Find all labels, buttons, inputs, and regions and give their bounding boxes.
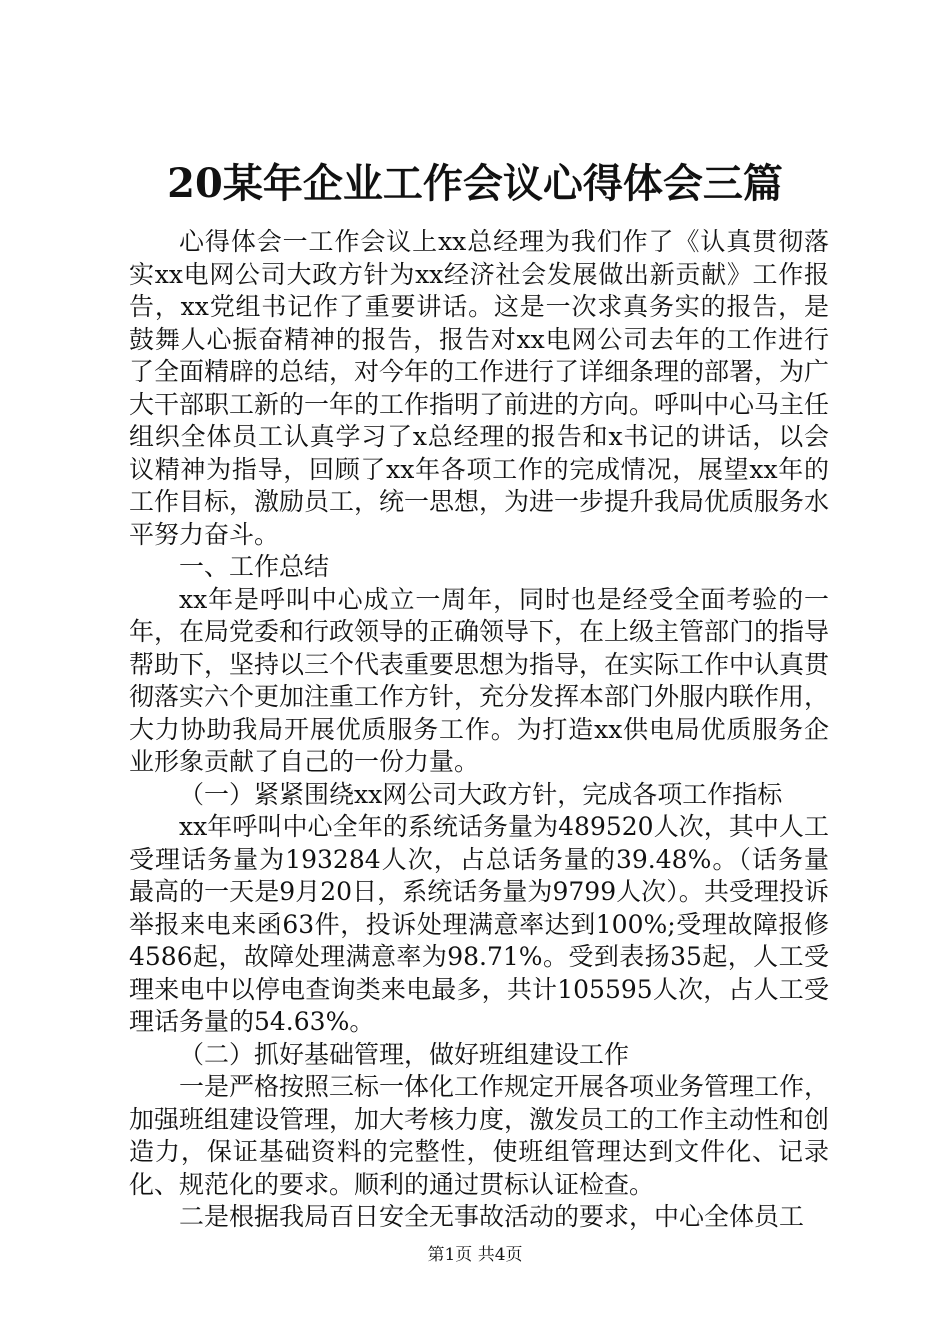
paragraph: 二是根据我局百日安全无事故活动的要求，中心全体员工 [179,1202,805,1231]
subsection-heading: （一）紧紧围绕xx网公司大政方针，完成各项工作指标 [179,779,783,809]
paragraph: 心得体会一工作会议上xx总经理为我们作了《认真贯彻落实xx电网公司大政方针为xx经济社会发展做出新贡献》工作报告，xx党组书记作了重要讲话。这是一次求真务实的报告，是鼓舞人心振奋精神的报告，报告对xx电网公司去年的工作进行了全面精辟的总结，对今年的工作进行了详细条理的部署，为广大干部职工新的一年的工作指明了前进的方向。呼叫中心马主任组织全体员工认真学习了x总经理的报告和x书记的讲话，以会议精神为指导，回顾了xx年各项工作的完成情况，展望xx年的工作目标，激励员工，统一思想，为进一步提升我局优质服务水平努力奋斗。 [129,227,830,549]
paragraph: xx年呼叫中心全年的系统话务量为489520人次，其中人工受理话务量为193284人次，占总话务量的39.48%。（话务量最高的一天是9月20日，系统话务量为9799人次）。共受理投诉举报来电来函63件，投诉处理满意率达到100%;受理故障报修4586起，故障处理满意率为98.71%。受到表扬35起，人工受理来电中以停电查询类来电最多，共计105595人次，占人工受理话务量的54.63%。 [129,812,829,1036]
page-footer: 第1页 共4页 [427,1245,523,1265]
document-body [129,226,829,1234]
paragraph: xx年是呼叫中心成立一周年，同时也是经受全面考验的一年，在局党委和行政领导的正确领导下，在上级主管部门的指导帮助下，坚持以三个代表重要思想为指导，在实际工作中认真贯彻落实六个更加注重工作方针，充分发挥本部门外服内联作用，大力协助我局开展优质服务工作。为打造xx供电局优质服务企业形象贡献了自己的一份力量。 [129,584,830,776]
section-heading: 一、工作总结 [179,552,330,581]
paragraph: 一是严格按照三标一体化工作规定开展各项业务管理工作，加强班组建设管理，加大考核力度，激发员工的工作主动性和创造力，保证基础资料的完整性，使班组管理达到文件化、记录化、规范化的要求。顺利的通过贯标认证检查。 [129,1072,830,1199]
document-title: 20某年企业工作会议心得体会三篇 [167,160,783,207]
subsection-heading: （二）抓好基础管理，做好班组建设工作 [179,1039,630,1069]
